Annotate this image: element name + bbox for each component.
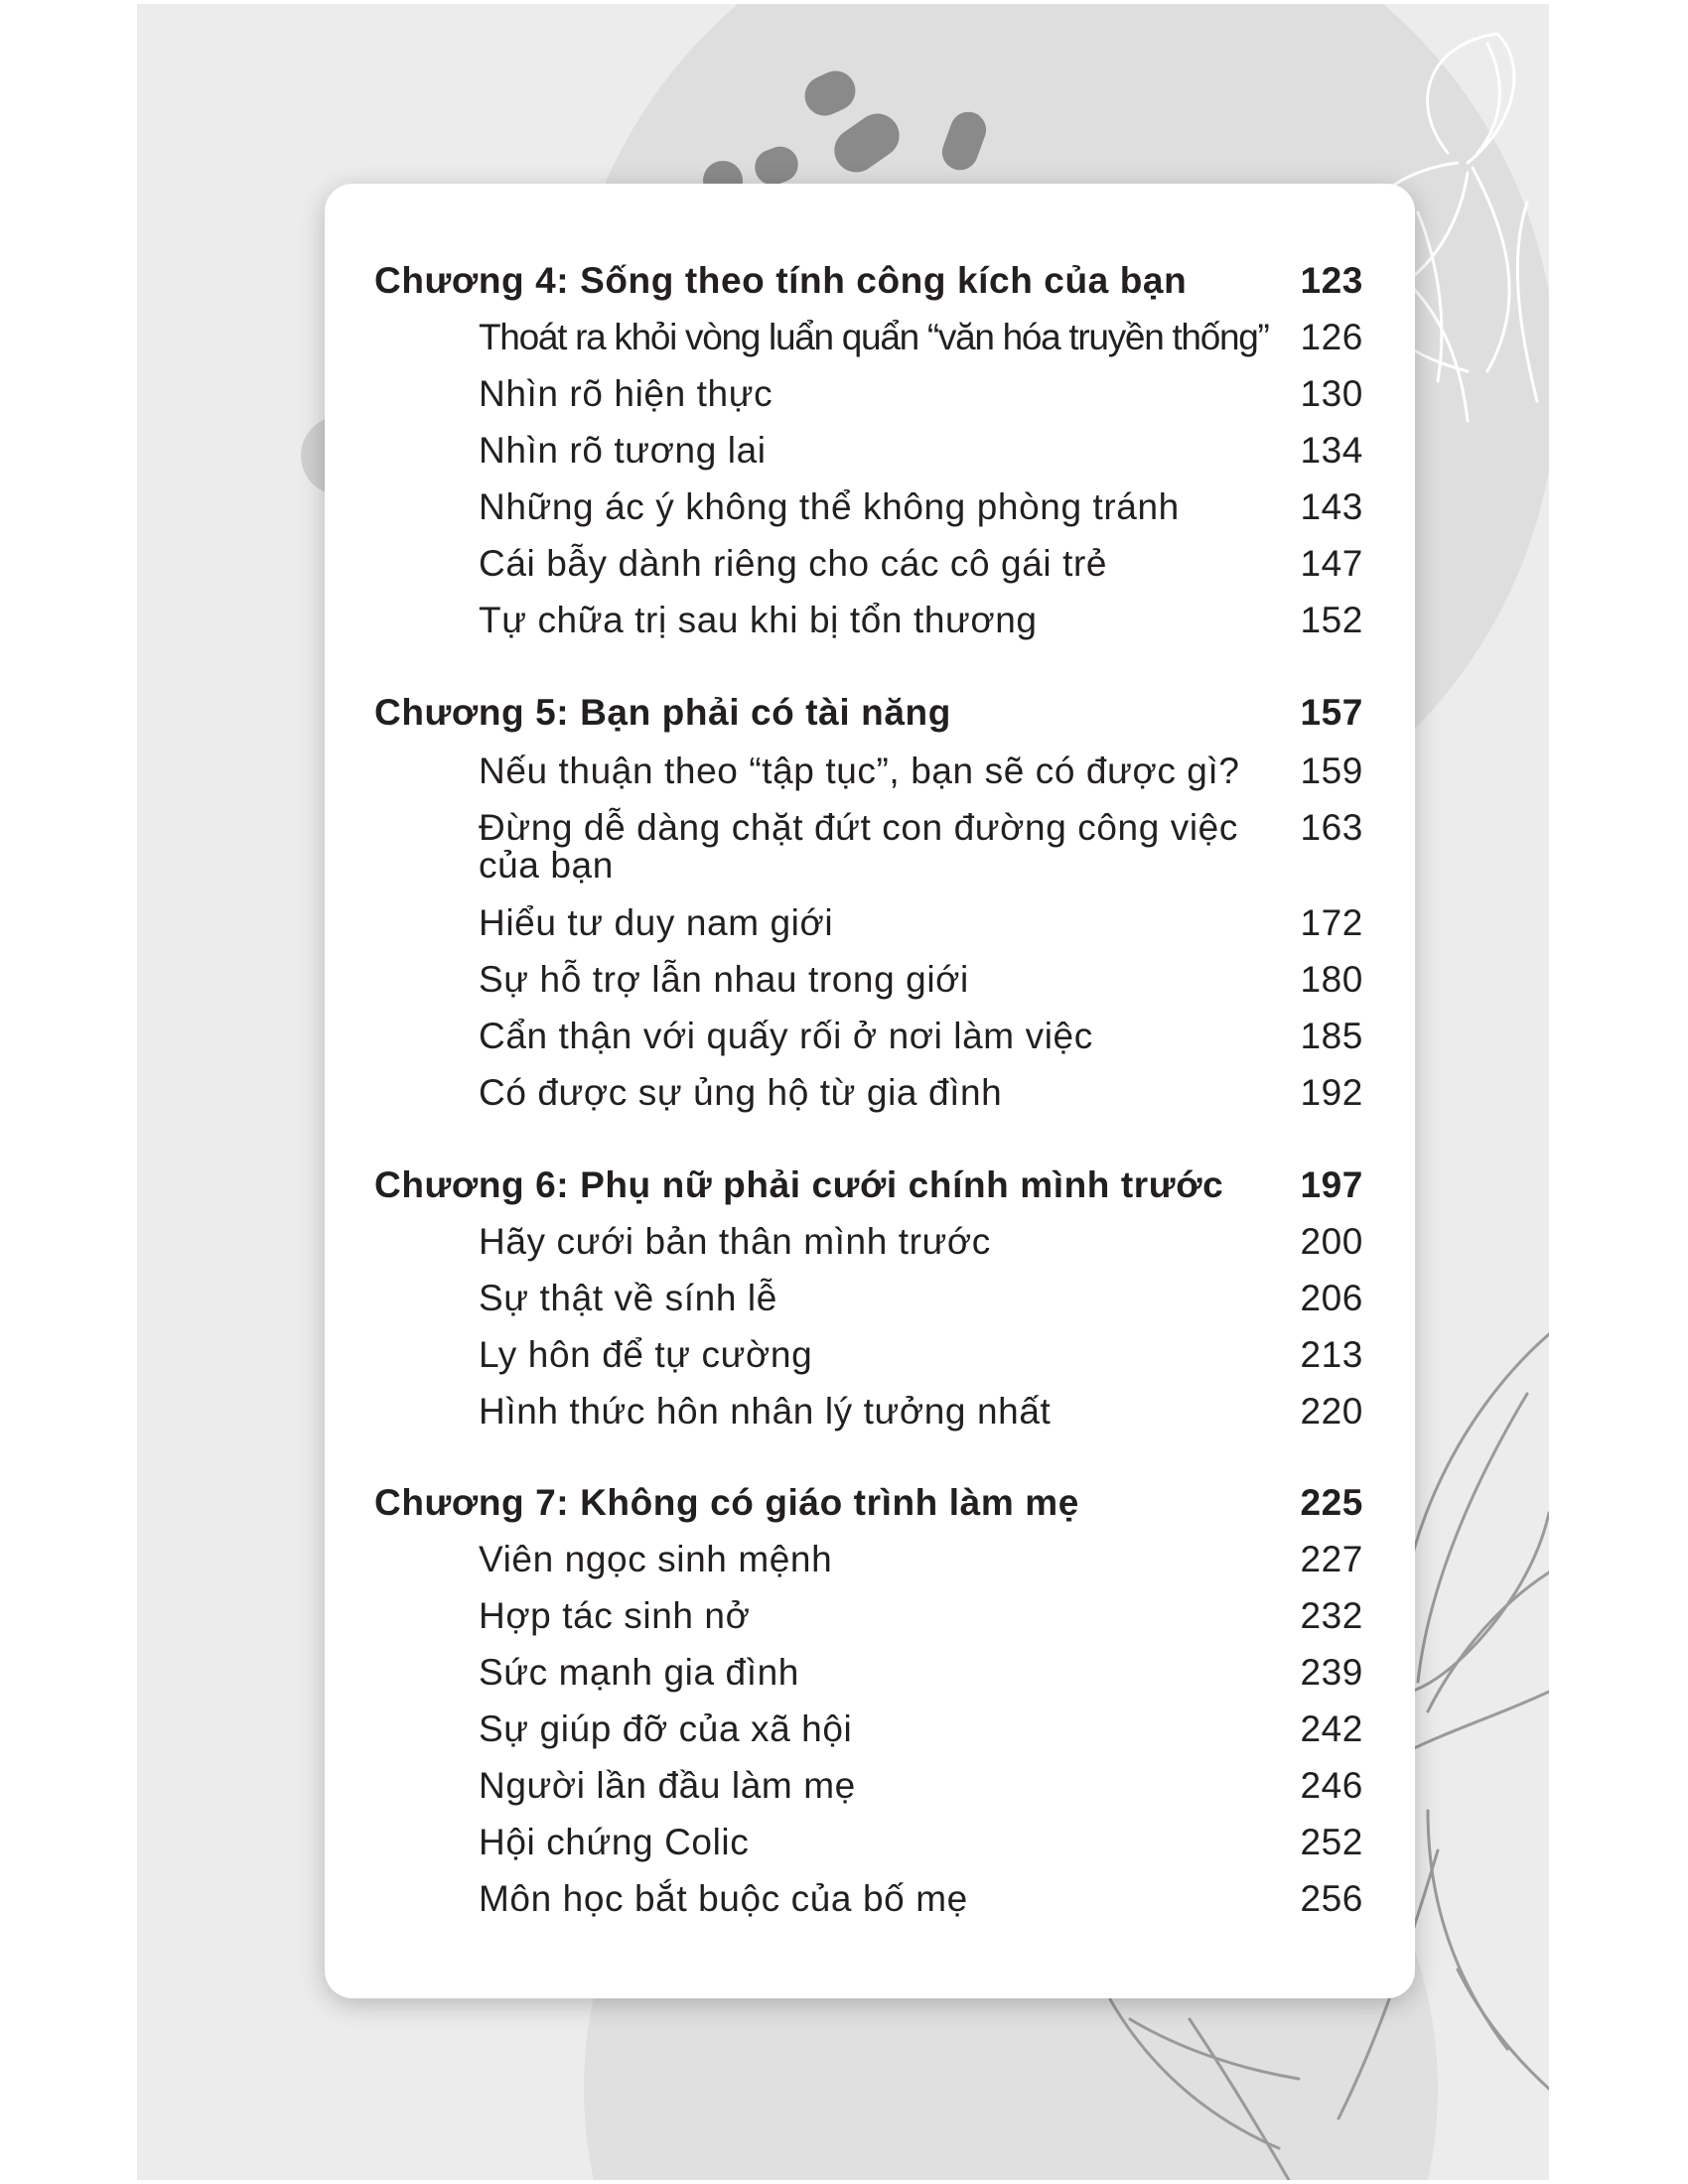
section-title: Hiểu tư duy nam giới xyxy=(479,902,834,943)
section-title: Sự hỗ trợ lẫn nhau trong giới xyxy=(479,959,969,1000)
section-title: Nếu thuận theo “tập tục”, bạn sẽ có được gì? xyxy=(479,751,1240,791)
page-number: 123 xyxy=(1300,260,1363,301)
section-title: Hình thức hôn nhân lý tưởng nhất xyxy=(479,1391,1052,1432)
section-title: Sức mạnh gia đình xyxy=(479,1652,799,1693)
page-number: 256 xyxy=(1300,1878,1363,1919)
page-number: 239 xyxy=(1300,1652,1363,1693)
page-number: 242 xyxy=(1300,1708,1363,1749)
section-title: Những ác ý không thể không phòng tránh xyxy=(479,486,1180,527)
page-number: 152 xyxy=(1300,600,1363,640)
section-title: Môn học bắt buộc của bố mẹ xyxy=(479,1878,968,1919)
page-number: 213 xyxy=(1300,1334,1363,1375)
page-number: 246 xyxy=(1300,1765,1363,1806)
chapter-title: Chương 7: Không có giáo trình làm mẹ xyxy=(374,1482,1079,1523)
chapter-title: Chương 6: Phụ nữ phải cưới chính mình trước xyxy=(374,1164,1224,1205)
section-title: Hãy cưới bản thân mình trước xyxy=(479,1221,991,1262)
page-number: 126 xyxy=(1300,317,1363,357)
section-title: Sự thật về sính lễ xyxy=(479,1278,777,1318)
page-number: 185 xyxy=(1300,1016,1363,1056)
page-number: 225 xyxy=(1300,1482,1363,1523)
section-title: Cẩn thận với quấy rối ở nơi làm việc xyxy=(479,1016,1093,1056)
page-number: 227 xyxy=(1300,1539,1363,1579)
page-number: 134 xyxy=(1300,430,1363,471)
page-number: 159 xyxy=(1300,751,1363,791)
chapter-title: Chương 4: Sống theo tính công kích của bạn xyxy=(374,260,1188,301)
section-title: Đừng dễ dàng chặt đứt con đường công việc của bạn xyxy=(479,807,1238,886)
page-number: 143 xyxy=(1300,486,1363,527)
toc-card xyxy=(325,184,1415,1998)
section-title: Viên ngọc sinh mệnh xyxy=(479,1539,833,1579)
page-number: 157 xyxy=(1300,692,1363,733)
page-number: 172 xyxy=(1300,902,1363,943)
section-title: Nhìn rõ tương lai xyxy=(479,430,767,471)
section-title: Nhìn rõ hiện thực xyxy=(479,373,774,414)
section-title: Hợp tác sinh nở xyxy=(479,1595,751,1636)
section-title: Ly hôn để tự cường xyxy=(479,1334,813,1375)
page-number: 192 xyxy=(1300,1072,1363,1113)
section-title: Người lần đầu làm mẹ xyxy=(479,1765,856,1806)
page-number: 200 xyxy=(1300,1221,1363,1262)
section-title: Sự giúp đỡ của xã hội xyxy=(479,1708,853,1749)
chapter-title: Chương 5: Bạn phải có tài năng xyxy=(374,692,951,733)
page-number: 252 xyxy=(1300,1822,1363,1862)
section-title: Tự chữa trị sau khi bị tổn thương xyxy=(479,600,1038,640)
page-number: 232 xyxy=(1300,1595,1363,1636)
page-number: 147 xyxy=(1300,543,1363,584)
page-number: 220 xyxy=(1300,1391,1363,1432)
section-title: Hội chứng Colic xyxy=(479,1822,750,1862)
section-title: Cái bẫy dành riêng cho các cô gái trẻ xyxy=(479,543,1108,584)
page-number: 197 xyxy=(1300,1164,1363,1205)
page-number: 163 xyxy=(1300,807,1363,848)
table-of-contents xyxy=(325,184,1415,1998)
page-number: 180 xyxy=(1300,959,1363,1000)
section-title: Có được sự ủng hộ từ gia đình xyxy=(479,1072,1003,1113)
page-number: 206 xyxy=(1300,1278,1363,1318)
page-number: 130 xyxy=(1300,373,1363,414)
section-title: Thoát ra khỏi vòng luẩn quẩn “văn hóa truyền thống” xyxy=(479,317,1269,357)
